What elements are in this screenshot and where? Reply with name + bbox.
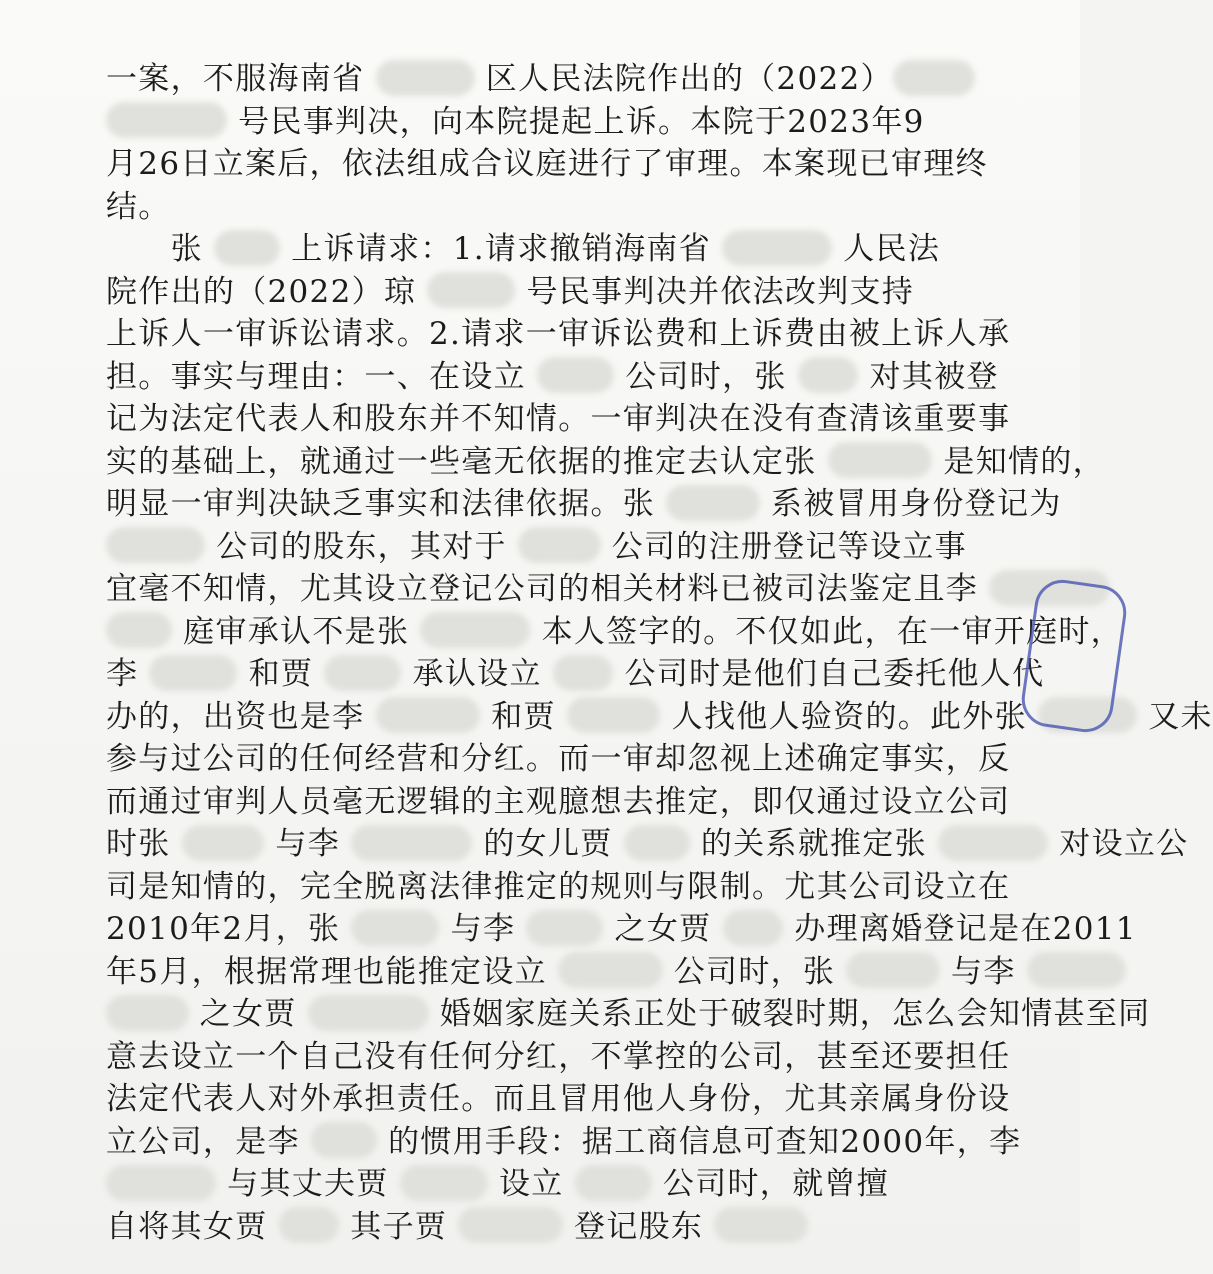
text-segment: 本人签字的。不仅如此，在一审开庭时， [530,613,1123,650]
text-segment: 和贾 [237,656,325,692]
redaction-blur [938,825,1048,861]
redaction-blur [624,825,690,861]
text-segment: 的女儿贾 [472,826,624,862]
redaction-blur [537,357,614,393]
redaction-blur [553,655,614,691]
text-segment: 承认设立 [401,656,553,692]
text-line [106,1078,1011,1121]
text-segment: 与李 [264,826,352,862]
text-segment: 实的基础上，就通过一些毫无依据的推定去认定张 [106,443,828,480]
text-line [106,823,1189,866]
text-line [106,441,1105,484]
redaction-blur [400,1165,488,1201]
text-line [106,611,1123,654]
text-segment: 2010年2月，张 [106,911,352,947]
text-line [106,568,990,611]
text-segment: 一案，不服海南省 [106,61,376,97]
redaction-blur [279,1207,340,1243]
text-segment: 与其丈夫贾 [216,1166,400,1202]
text-segment: 公司的股东，其对于 [205,528,519,565]
text-segment: 办的，出资也是李 [106,698,376,735]
redaction-blur [567,697,661,733]
text-line [106,101,986,144]
text-line [106,696,1213,739]
redaction-blur [324,655,401,691]
text-line [106,908,1137,951]
text-line [106,58,986,101]
text-segment: 办理离婚登记是在2011 [783,911,1137,947]
text-segment: 的惯用手段：据工商信息可查知2000年，李 [376,1123,1022,1160]
redaction-blur [351,910,439,946]
redaction-blur [420,612,530,648]
text-segment: 是知情的， [932,443,1105,480]
text-segment: 李 [106,656,150,692]
redaction-blur [106,527,205,563]
redaction-blur [518,527,601,563]
redaction-blur [828,442,933,478]
text-segment: 月26日立案后，依法组成合议庭进行了审理。本案现已审理终 [106,146,988,182]
text-segment: 与李 [939,953,1027,990]
text-segment: 时张 [106,826,182,862]
redaction-blur [182,825,265,861]
text-segment: 之女贾 [188,996,308,1032]
text-line [106,143,986,186]
redaction-blur [106,1165,216,1201]
text-segment: 上诉人一审诉讼请求。2.请求一审诉讼费和上诉费由被上诉人承 [106,316,1011,352]
text-segment: 的关系就推定张 [689,826,939,862]
text-line [106,951,1027,994]
redaction-blur [723,910,784,946]
text-segment: 之女贾 [603,911,723,947]
text-segment: 年5月，根据常理也能推定设立 [106,953,559,990]
text-segment: 公司的注册登记等设立事 [600,528,967,565]
redaction-blur [666,485,760,521]
text-segment: 参与过公司的任何经营和分红。而一审却忽视上述确定事实，反 [106,741,1011,777]
text-line [106,186,986,229]
text-line [106,271,986,314]
text-line [106,483,1062,526]
text-line [106,356,999,399]
redaction-blur [106,612,172,648]
text-segment: 院作出的（2022）琼 [106,273,428,310]
text-segment: 人民法 [832,231,941,267]
text-segment: 法定代表人对外承担责任。而且冒用他人身份，尤其亲属身份设 [106,1081,1011,1117]
redaction-blur [575,1165,652,1201]
text-segment: 而通过审判人员毫无逻辑的主观臆想去推定，即仅通过设立公司 [106,783,1011,820]
text-segment: 人找他人验资的。此外张 [660,698,1039,735]
text-line [106,526,986,569]
text-segment: 号民事判决并依法改判支持 [515,273,915,310]
redaction-blur [106,995,189,1031]
text-segment: 区人民法院作出的（2022） [474,61,893,97]
redaction-blur [798,357,859,393]
text-segment: 明显一审判决缺乏事实和法律依据。张 [106,486,667,522]
redaction-blur [149,655,237,691]
text-segment: 设立 [487,1166,575,1202]
text-line [106,866,1011,909]
text-segment: 对其被登 [858,358,999,395]
redaction-blur [311,1122,377,1158]
text-line [106,398,1011,441]
redaction-blur [106,102,227,138]
text-segment: 张 [106,231,215,267]
text-line [106,653,1045,696]
text-segment: 担。事实与理由：一、在设立 [106,358,538,395]
redaction-blur [558,952,663,988]
redaction-blur [526,910,603,946]
text-segment: 和贾 [480,698,567,735]
text-line [106,1206,986,1249]
text-line [106,1036,1011,1079]
text-segment: 宜毫不知情，尤其设立登记公司的相关材料已被司法鉴定且李 [106,571,990,607]
redaction-blur [427,272,515,308]
redaction-blur [722,230,832,266]
text-segment: 其子贾 [339,1208,459,1245]
text-segment: 上诉请求：1.请求撤销海南省 [280,231,723,267]
text-segment: 对设立公 [1048,826,1189,862]
text-segment: 号民事判决，向本院提起上诉。本院于2023年9 [227,103,925,140]
text-line [106,1163,986,1206]
text-segment: 又未 [1137,698,1213,735]
text-segment: 与李 [439,911,527,947]
redaction-blur [714,1207,808,1243]
document-body [106,58,1213,1248]
text-line [106,781,1011,824]
text-segment: 庭审承认不是张 [172,613,421,650]
text-segment: 自将其女贾 [106,1208,279,1245]
text-segment: 记为法定代表人和股东并不知情。一审判决在没有查清该重要事 [106,401,1011,437]
text-segment: 立公司，是李 [106,1123,311,1160]
redaction-blur [846,952,940,988]
redaction-blur [308,995,429,1031]
redaction-blur [214,230,280,266]
redaction-blur [893,60,976,96]
text-segment: 系被冒用身份登记为 [759,486,1062,522]
text-line [106,993,1151,1036]
redaction-blur [376,697,481,733]
text-segment: 婚姻家庭关系正处于破裂时期，怎么会知情甚至同 [428,996,1151,1032]
text-line [106,738,1011,781]
text-segment: 结。 [106,188,171,225]
text-segment: 公司时，张 [614,358,798,395]
text-segment: 公司时是他们自己委托他人代 [613,656,1045,692]
text-segment: 意去设立一个自己没有任何分红，不掌控的公司，甚至还要担任 [106,1038,1011,1075]
redaction-blur [458,1207,563,1243]
redaction-blur [1027,952,1126,988]
text-segment: 公司时，就曾擅 [651,1166,889,1202]
text-segment: 司是知情的，完全脱离法律推定的规则与限制。尤其公司设立在 [106,868,1011,905]
text-line [106,1121,1022,1164]
text-segment: 公司时，张 [662,953,847,990]
text-line [106,313,1011,356]
redaction-blur [351,825,472,861]
text-line [106,228,986,271]
redaction-blur [376,60,475,96]
text-segment: 登记股东 [562,1208,715,1245]
